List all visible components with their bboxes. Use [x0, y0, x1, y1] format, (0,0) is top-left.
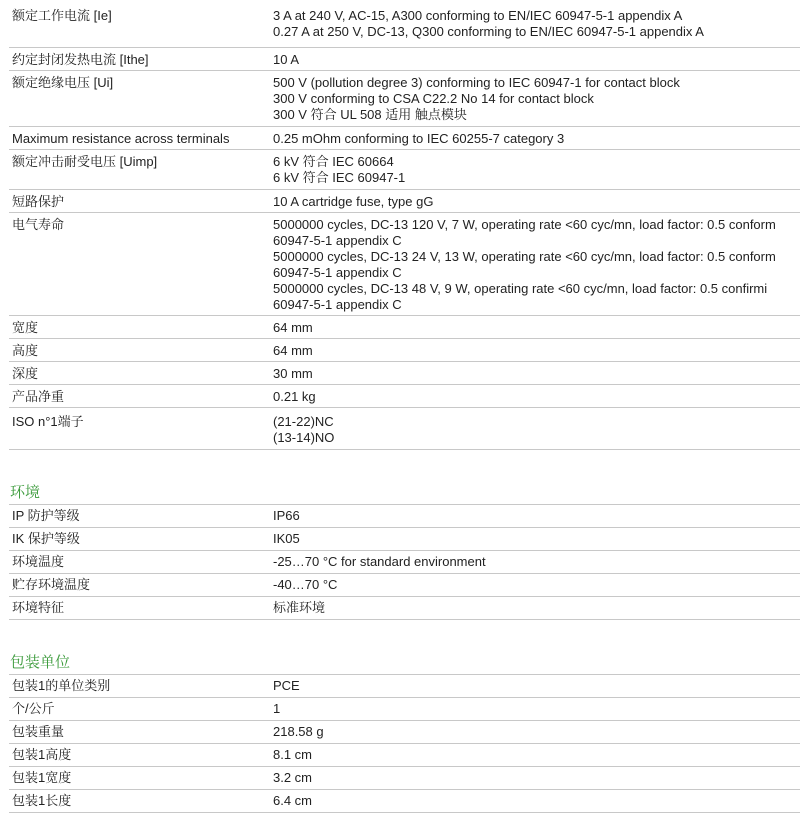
- spec-value: -25…70 °C for standard environment: [273, 551, 800, 574]
- spec-value-line: 0.25 mOhm conforming to IEC 60255-7 category 3: [273, 130, 565, 146]
- spec-label: Maximum resistance across terminals: [9, 126, 273, 149]
- spec-label: 额定工作电流 [Ie]: [9, 0, 273, 47]
- spec-label: 宽度: [9, 315, 273, 338]
- spec-value: IK05: [273, 528, 800, 551]
- spec-value-line: 5000000 cycles, DC-13 24 V, 13 W, operating rate <60 cyc/mn, load factor: 0.5 conform: [273, 248, 776, 264]
- spec-value-line: 60947-5-1 appendix C: [273, 232, 402, 248]
- spec-label: 包装重量: [9, 721, 273, 744]
- spec-value: [273, 384, 800, 407]
- spec-label: 产品净重: [9, 384, 273, 407]
- spec-label: 约定封闭发热电流 [Ithe]: [9, 47, 273, 70]
- spec-row: [9, 597, 800, 620]
- spec-row: [9, 70, 800, 126]
- spec-label: 深度: [9, 361, 273, 384]
- spec-value-line: 6 kV 符合 IEC 60664: [273, 153, 394, 169]
- spec-label: 电气寿命: [9, 212, 273, 315]
- spec-value: [273, 47, 800, 70]
- spec-row: [9, 212, 800, 315]
- spec-value-line: 3 A at 240 V, AC-15, A300 conforming to EN/IEC 60947-5-1 appendix A: [273, 8, 683, 23]
- spec-row: [9, 574, 800, 597]
- spec-row: [9, 0, 800, 47]
- electrical-spec-table: [9, 0, 800, 450]
- spec-value-line: 10 A: [273, 51, 300, 67]
- environment-table: [9, 504, 800, 620]
- electrical-spec-table-wrap: [9, 0, 800, 450]
- spec-row: [9, 384, 800, 407]
- spec-value: [273, 338, 800, 361]
- spec-value: [273, 0, 800, 47]
- spec-row: [9, 338, 800, 361]
- environment-section-title: 环境: [10, 484, 41, 501]
- spec-value: IP66: [273, 505, 800, 528]
- spec-value: [273, 189, 800, 212]
- spec-row: [9, 361, 800, 384]
- spec-value-line: 64 mm: [273, 319, 313, 335]
- spec-row: [9, 47, 800, 70]
- spec-label: ISO n°1端子: [9, 407, 273, 449]
- spec-value-line: 300 V 符合 UL 508 适用 触点模块: [273, 106, 467, 122]
- spec-row: [9, 721, 800, 744]
- spec-row: [9, 767, 800, 790]
- spec-value: 8.1 cm: [273, 744, 800, 767]
- spec-label: IK 保护等级: [9, 528, 273, 551]
- spec-value: -40…70 °C: [273, 574, 800, 597]
- spec-row: [9, 790, 800, 813]
- packaging-section-title: 包装单位: [10, 654, 71, 671]
- spec-row: [9, 744, 800, 767]
- spec-value-line: 64 mm: [273, 342, 313, 358]
- spec-label: 包装1宽度: [9, 767, 273, 790]
- spec-value-line: 300 V conforming to CSA C22.2 No 14 for contact block: [273, 90, 594, 106]
- spec-label: 短路保护: [9, 189, 273, 212]
- spec-value: 218.58 g: [273, 721, 800, 744]
- spec-row: [9, 126, 800, 149]
- spec-row: [9, 698, 800, 721]
- spec-value: [273, 70, 800, 126]
- spec-value-line: 30 mm: [273, 365, 313, 381]
- spec-row: [9, 528, 800, 551]
- spec-value: [273, 407, 800, 449]
- spec-label: 高度: [9, 338, 273, 361]
- spec-value: [273, 126, 800, 149]
- spec-value: [273, 361, 800, 384]
- spec-row: [9, 315, 800, 338]
- spec-label: 额定冲击耐受电压 [Uimp]: [9, 149, 273, 189]
- spec-row: [9, 675, 800, 698]
- spec-value-line: (13-14)NO: [273, 429, 335, 445]
- spec-label: 包装1高度: [9, 744, 273, 767]
- spec-label: 包装1长度: [9, 790, 273, 813]
- spec-label: 包装1的单位类别: [9, 675, 273, 698]
- environment-table-wrap: [9, 504, 800, 620]
- spec-value-line: 0.27 A at 250 V, DC-13, Q300 conforming to EN/IEC 60947-5-1 appendix A: [273, 24, 704, 39]
- spec-row: [9, 189, 800, 212]
- spec-row: [9, 551, 800, 574]
- spec-value: [273, 212, 800, 315]
- spec-value: [273, 149, 800, 189]
- spec-value: PCE: [273, 675, 800, 698]
- spec-value-line: 0.21 kg: [273, 388, 316, 404]
- spec-label: 额定绝缘电压 [Ui]: [9, 70, 273, 126]
- spec-value-line: 6 kV 符合 IEC 60947-1: [273, 169, 406, 185]
- packaging-table: [9, 674, 800, 813]
- spec-value: 3.2 cm: [273, 767, 800, 790]
- spec-value-line: 60947-5-1 appendix C: [273, 296, 402, 312]
- spec-label: 贮存环境温度: [9, 574, 273, 597]
- packaging-table-wrap: [9, 674, 800, 813]
- spec-value: 标准环境: [273, 597, 800, 620]
- spec-value-line: 5000000 cycles, DC-13 48 V, 9 W, operating rate <60 cyc/mn, load factor: 0.5 confirmi: [273, 280, 768, 296]
- spec-label: 环境特征: [9, 597, 273, 620]
- spec-value-line: (21-22)NC: [273, 413, 334, 429]
- spec-label: IP 防护等级: [9, 505, 273, 528]
- spec-row: [9, 149, 800, 189]
- spec-value-line: 10 A cartridge fuse, type gG: [273, 193, 434, 209]
- spec-label: 个/公斤: [9, 698, 273, 721]
- spec-value: [273, 315, 800, 338]
- spec-value-line: 5000000 cycles, DC-13 120 V, 7 W, operating rate <60 cyc/mn, load factor: 0.5 conform: [273, 216, 776, 232]
- spec-value: 6.4 cm: [273, 790, 800, 813]
- spec-label: 环境温度: [9, 551, 273, 574]
- spec-value-line: 500 V (pollution degree 3) conforming to IEC 60947-1 for contact block: [273, 74, 680, 90]
- spec-value: 1: [273, 698, 800, 721]
- spec-value-line: 60947-5-1 appendix C: [273, 264, 402, 280]
- spec-row: [9, 505, 800, 528]
- spec-row: [9, 407, 800, 449]
